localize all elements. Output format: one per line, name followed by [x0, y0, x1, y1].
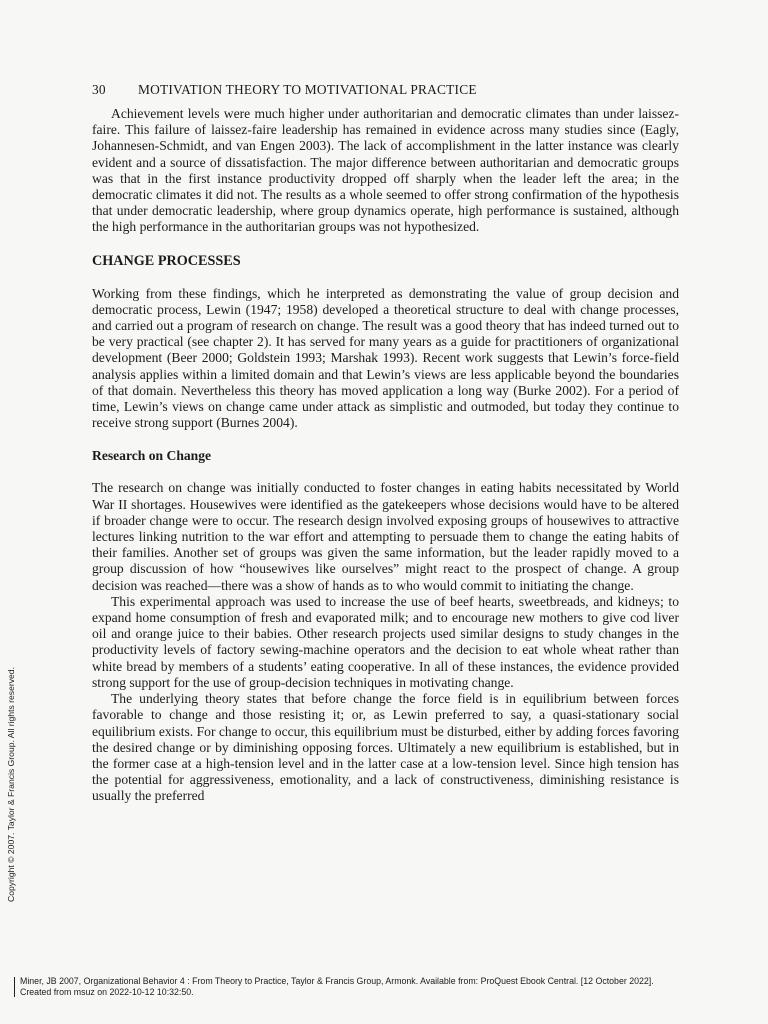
section-heading-change-processes: CHANGE PROCESSES: [92, 252, 241, 269]
paragraph-research-eating-habits: The research on change was initially conducted to foster changes in eating habits necessitated by World War II shortages. Housewives were identified as the gatekeepers whose decisions would have to be altered if broader change were to occur. The research design involved exposing groups of housewives to attractive lectures linking nutrition to the war effort and attempting to persuade them to change the eating habits of their families. Another set of groups was given the same information, but the leader rapidly moved to a group discussion of how “housewives like ourselves” might react to the prospect of change. A group decision was reached—there was a show of hands as to who would commit to initiating the change.: [92, 480, 679, 593]
created-line: Created from msuz on 2022-10-12 10:32:50.: [20, 987, 194, 997]
citation-line: Miner, JB 2007, Organizational Behavior 4 : From Theory to Practice, Taylor & Francis Group, Armonk. Available from: ProQuest Ebook Central. [12 October 2022].: [20, 976, 654, 986]
citation-footer: [20, 976, 760, 998]
running-title: MOTIVATION THEORY TO MOTIVATIONAL PRACTICE: [138, 82, 477, 97]
footer-divider: [14, 977, 15, 997]
running-header: [92, 82, 682, 98]
paragraph-lewin-change: Working from these findings, which he interpreted as demonstrating the value of group decision and democratic process, Lewin (1947; 1958) developed a theoretical structure to deal with change processes, and carried out a program of research on change. The result was a good theory that has indeed turned out to be very practical (see chapter 2). It has served for many years as a guide for practitioners of organizational development (Beer 2000; Goldstein 1993; Marshak 1993). Recent work suggests that Lewin’s force-field analysis applies within a limited domain and that Lewin’s views are less applicable beyond the boundaries of that domain. Nevertheless this theory has moved application a long way (Burke 2002). For a period of time, Lewin’s views on change came under attack as simplistic and outmoded, but today they continue to receive strong support (Burnes 2004).: [92, 285, 679, 431]
page-number: 30: [92, 82, 106, 97]
page-body: [92, 106, 679, 805]
paragraph-underlying-theory: The underlying theory states that before change the force field is in equilibrium between forces favorable to change and those resisting it; or, as Lewin preferred to say, a quasi-stationary social equilibrium exists. For change to occur, this equilibrium must be disturbed, either by adding forces favoring the desired change or by diminishing opposing forces. Ultimately a new equilibrium is established, but in the former case at a high-tension level and in the latter case at a low-tension level. Since high tension has the potential for aggressiveness, emotionality, and a lack of constructiveness, diminishing resistance is usually the preferred: [92, 691, 679, 804]
subsection-heading-research-on-change: Research on Change: [92, 448, 212, 464]
paragraph-experimental-approach: This experimental approach was used to increase the use of beef hearts, sweetbreads, and kidneys; to expand home consumption of fresh and evaporated milk; and to encourage new mothers to give cod liver oil and orange juice to their babies. Other research projects used similar designs to study changes in the productivity levels of factory sewing-machine operators and the decision to eat whole wheat rather than white bread by members of a students’ eating cooperative. In all of these instances, the evidence provided strong support for the use of group-decision techniques in motivating change.: [92, 593, 679, 690]
copyright-notice: Copyright © 2007. Taylor & Francis Group. All rights reserved.: [6, 667, 16, 902]
paragraph-achievement: Achievement levels were much higher under authoritarian and democratic climates than under laissez-faire. This failure of laissez-faire leadership has remained in evidence across many studies since (Eagly, Johannesen-Schmidt, and van Engen 2003). The lack of accomplishment in the latter instance was clearly evident and a source of dissatisfaction. The major difference between authoritarian and democratic groups was that in the first instance productivity dropped off sharply when the leader left the area; in the democratic climates it did not. The results as a whole seemed to offer strong confirmation of the hypothesis that under democratic leadership, where group dynamics operate, high performance is sustained, although the high performance in the authoritarian groups was not hypothesized.: [92, 106, 679, 235]
